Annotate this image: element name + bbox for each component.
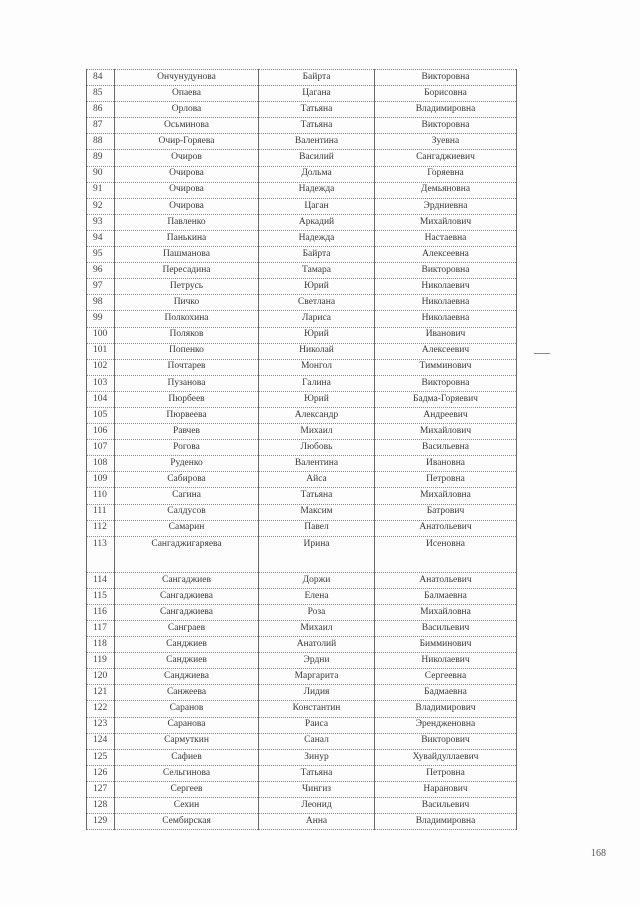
- patronymic-cell: Викторовна: [375, 375, 517, 391]
- row-number-cell: 108: [87, 456, 115, 472]
- surname-cell: Сельгинова: [115, 765, 259, 781]
- patronymic-cell: Михайловна: [375, 488, 517, 504]
- first-name-cell: Александр: [259, 407, 375, 423]
- row-number-cell: 128: [87, 798, 115, 814]
- table-row: [87, 456, 517, 472]
- row-number-cell: 101: [87, 343, 115, 359]
- patronymic-cell: Викторовна: [375, 70, 517, 86]
- patronymic-cell: Владимирович: [375, 701, 517, 717]
- row-number-cell: 100: [87, 327, 115, 343]
- patronymic-cell: Настаевна: [375, 230, 517, 246]
- patronymic-cell: Петровна: [375, 472, 517, 488]
- table-row: [87, 749, 517, 765]
- surname-cell: Пичко: [115, 295, 259, 311]
- surname-cell: Очир-Горяева: [115, 134, 259, 150]
- first-name-cell: Леонид: [259, 798, 375, 814]
- row-number-cell: 90: [87, 166, 115, 182]
- patronymic-cell: Михайловна: [375, 604, 517, 620]
- patronymic-cell: Наранович: [375, 781, 517, 797]
- patronymic-cell: Тимминович: [375, 359, 517, 375]
- first-name-cell: Эрдни: [259, 653, 375, 669]
- first-name-cell: Монгол: [259, 359, 375, 375]
- first-name-cell: Любовь: [259, 440, 375, 456]
- first-name-cell: Татьяна: [259, 118, 375, 134]
- row-number-cell: 112: [87, 520, 115, 536]
- row-number-cell: 118: [87, 637, 115, 653]
- surname-cell: Сармуткин: [115, 733, 259, 749]
- patronymic-cell: Батрович: [375, 504, 517, 520]
- first-name-cell: Доржи: [259, 572, 375, 588]
- first-name-cell: Василий: [259, 150, 375, 166]
- patronymic-cell: Алексеевич: [375, 343, 517, 359]
- row-number-cell: 119: [87, 653, 115, 669]
- first-name-cell: Санал: [259, 733, 375, 749]
- surname-cell: Панькина: [115, 230, 259, 246]
- table-row: [87, 520, 517, 536]
- patronymic-cell: Сергеевна: [375, 669, 517, 685]
- first-name-cell: Максим: [259, 504, 375, 520]
- surname-cell: Сембирская: [115, 814, 259, 830]
- row-number-cell: 113: [87, 536, 115, 572]
- row-number-cell: 116: [87, 604, 115, 620]
- surname-cell: Очирова: [115, 198, 259, 214]
- table-row: [87, 166, 517, 182]
- first-name-cell: Валентина: [259, 134, 375, 150]
- first-name-cell: Аркадий: [259, 214, 375, 230]
- surname-cell: Сергеев: [115, 781, 259, 797]
- first-name-cell: Дольма: [259, 166, 375, 182]
- patronymic-cell: Эрдниевна: [375, 198, 517, 214]
- table-row: [87, 230, 517, 246]
- surname-cell: Санджиева: [115, 669, 259, 685]
- table-row: [87, 604, 517, 620]
- surname-cell: Рогова: [115, 440, 259, 456]
- patronymic-cell: Васильевна: [375, 440, 517, 456]
- patronymic-cell: Анатольевич: [375, 520, 517, 536]
- patronymic-cell: Ивановна: [375, 456, 517, 472]
- table-row: [87, 798, 517, 814]
- row-number-cell: 88: [87, 134, 115, 150]
- row-number-cell: 111: [87, 504, 115, 520]
- first-name-cell: Павел: [259, 520, 375, 536]
- table-row: [87, 588, 517, 604]
- row-number-cell: 125: [87, 749, 115, 765]
- row-number-cell: 105: [87, 407, 115, 423]
- first-name-cell: Татьяна: [259, 102, 375, 118]
- row-number-cell: 123: [87, 717, 115, 733]
- row-number-cell: 120: [87, 669, 115, 685]
- table-row: [87, 279, 517, 295]
- table-row: [87, 359, 517, 375]
- patronymic-cell: Бимминович: [375, 637, 517, 653]
- row-number-cell: 121: [87, 685, 115, 701]
- first-name-cell: Татьяна: [259, 488, 375, 504]
- table-row: [87, 70, 517, 86]
- patronymic-cell: Михайлович: [375, 424, 517, 440]
- surname-cell: Сехин: [115, 798, 259, 814]
- patronymic-cell: Михайлович: [375, 214, 517, 230]
- surname-cell: Полкохина: [115, 311, 259, 327]
- surname-cell: Пюрбеев: [115, 391, 259, 407]
- surname-cell: Салдусов: [115, 504, 259, 520]
- row-number-cell: 87: [87, 118, 115, 134]
- row-number-cell: 104: [87, 391, 115, 407]
- first-name-cell: Лидия: [259, 685, 375, 701]
- surname-cell: Пересадина: [115, 263, 259, 279]
- first-name-cell: Валентина: [259, 456, 375, 472]
- surname-cell: Пузанова: [115, 375, 259, 391]
- surname-cell: Сагина: [115, 488, 259, 504]
- patronymic-cell: Бадмаевна: [375, 685, 517, 701]
- personnel-table-body: [87, 70, 517, 830]
- row-number-cell: 107: [87, 440, 115, 456]
- first-name-cell: Татьяна: [259, 765, 375, 781]
- table-row: [87, 263, 517, 279]
- table-row: [87, 504, 517, 520]
- first-name-cell: Раиса: [259, 717, 375, 733]
- patronymic-cell: Хувайдуллаевич: [375, 749, 517, 765]
- surname-cell: Саранова: [115, 717, 259, 733]
- first-name-cell: Ирина: [259, 536, 375, 572]
- surname-cell: Сафиев: [115, 749, 259, 765]
- table-row: [87, 343, 517, 359]
- table-row: [87, 214, 517, 230]
- first-name-cell: Анатолий: [259, 637, 375, 653]
- patronymic-cell: Горяевна: [375, 166, 517, 182]
- row-number-cell: 117: [87, 621, 115, 637]
- surname-cell: Санджиев: [115, 653, 259, 669]
- surname-cell: Санджиев: [115, 637, 259, 653]
- patronymic-cell: Демьяновна: [375, 182, 517, 198]
- row-number-cell: 99: [87, 311, 115, 327]
- patronymic-cell: Иванович: [375, 327, 517, 343]
- surname-cell: Руденко: [115, 456, 259, 472]
- row-number-cell: 126: [87, 765, 115, 781]
- surname-cell: Очиров: [115, 150, 259, 166]
- table-row: [87, 327, 517, 343]
- table-row: [87, 391, 517, 407]
- surname-cell: Опаева: [115, 86, 259, 102]
- row-number-cell: 84: [87, 70, 115, 86]
- surname-cell: Сангаджиева: [115, 588, 259, 604]
- surname-cell: Поляков: [115, 327, 259, 343]
- patronymic-cell: Владимировна: [375, 102, 517, 118]
- table-row: [87, 669, 517, 685]
- surname-cell: Павленко: [115, 214, 259, 230]
- row-number-cell: 96: [87, 263, 115, 279]
- patronymic-cell: Борисовна: [375, 86, 517, 102]
- row-number-cell: 98: [87, 295, 115, 311]
- surname-cell: Пашманова: [115, 247, 259, 263]
- patronymic-cell: Эрендженовна: [375, 717, 517, 733]
- surname-cell: Орлова: [115, 102, 259, 118]
- row-number-cell: 114: [87, 572, 115, 588]
- table-row: [87, 150, 517, 166]
- row-number-cell: 106: [87, 424, 115, 440]
- surname-cell: Почтарев: [115, 359, 259, 375]
- table-row: [87, 134, 517, 150]
- row-number-cell: 124: [87, 733, 115, 749]
- first-name-cell: Цаган: [259, 198, 375, 214]
- first-name-cell: Зинур: [259, 749, 375, 765]
- patronymic-cell: Викторович: [375, 733, 517, 749]
- row-number-cell: 129: [87, 814, 115, 830]
- first-name-cell: Михаил: [259, 424, 375, 440]
- table-row: [87, 247, 517, 263]
- first-name-cell: Айса: [259, 472, 375, 488]
- table-row: [87, 407, 517, 423]
- personnel-table: [86, 69, 517, 830]
- first-name-cell: Юрий: [259, 279, 375, 295]
- row-number-cell: 91: [87, 182, 115, 198]
- first-name-cell: Галина: [259, 375, 375, 391]
- table-row: [87, 424, 517, 440]
- table-row: [87, 621, 517, 637]
- patronymic-cell: Алексеевна: [375, 247, 517, 263]
- first-name-cell: Тамара: [259, 263, 375, 279]
- surname-cell: Петрусь: [115, 279, 259, 295]
- table-row: [87, 572, 517, 588]
- table-row: [87, 86, 517, 102]
- table-row: [87, 717, 517, 733]
- row-number-cell: 86: [87, 102, 115, 118]
- row-number-cell: 115: [87, 588, 115, 604]
- first-name-cell: Цагана: [259, 86, 375, 102]
- row-number-cell: 97: [87, 279, 115, 295]
- page-number: 168: [591, 848, 606, 859]
- stray-pen-mark: [534, 353, 550, 354]
- first-name-cell: Николай: [259, 343, 375, 359]
- surname-cell: Сангаджиев: [115, 572, 259, 588]
- surname-cell: Пюрвеева: [115, 407, 259, 423]
- first-name-cell: Анна: [259, 814, 375, 830]
- table-row: [87, 765, 517, 781]
- table-row: [87, 536, 517, 572]
- patronymic-cell: Исеновна: [375, 536, 517, 572]
- table-row: [87, 701, 517, 717]
- surname-cell: Саранов: [115, 701, 259, 717]
- first-name-cell: Надежда: [259, 182, 375, 198]
- patronymic-cell: Николаевна: [375, 295, 517, 311]
- row-number-cell: 109: [87, 472, 115, 488]
- table-row: [87, 488, 517, 504]
- patronymic-cell: Владимировна: [375, 814, 517, 830]
- patronymic-cell: Викторовна: [375, 118, 517, 134]
- surname-cell: Осьминова: [115, 118, 259, 134]
- first-name-cell: Маргарита: [259, 669, 375, 685]
- first-name-cell: Юрий: [259, 391, 375, 407]
- table-row: [87, 311, 517, 327]
- table-row: [87, 102, 517, 118]
- table-row: [87, 118, 517, 134]
- first-name-cell: Байрта: [259, 247, 375, 263]
- first-name-cell: Михаил: [259, 621, 375, 637]
- surname-cell: Очирова: [115, 182, 259, 198]
- table-row: [87, 198, 517, 214]
- patronymic-cell: Сангаджиевич: [375, 150, 517, 166]
- surname-cell: Санжеева: [115, 685, 259, 701]
- patronymic-cell: Васильевич: [375, 798, 517, 814]
- first-name-cell: Константин: [259, 701, 375, 717]
- table-row: [87, 472, 517, 488]
- table-row: [87, 685, 517, 701]
- surname-cell: Очирова: [115, 166, 259, 182]
- surname-cell: Ончунудунова: [115, 70, 259, 86]
- row-number-cell: 95: [87, 247, 115, 263]
- first-name-cell: Байрта: [259, 70, 375, 86]
- surname-cell: Сангаджигаряева: [115, 536, 259, 572]
- table-row: [87, 637, 517, 653]
- patronymic-cell: Анатольевич: [375, 572, 517, 588]
- surname-cell: Самарин: [115, 520, 259, 536]
- first-name-cell: Юрий: [259, 327, 375, 343]
- table-row: [87, 781, 517, 797]
- first-name-cell: Надежда: [259, 230, 375, 246]
- patronymic-cell: Андреевич: [375, 407, 517, 423]
- patronymic-cell: Балмаевна: [375, 588, 517, 604]
- table-row: [87, 440, 517, 456]
- table-row: [87, 182, 517, 198]
- table-row: [87, 375, 517, 391]
- first-name-cell: Светлана: [259, 295, 375, 311]
- patronymic-cell: Петровна: [375, 765, 517, 781]
- patronymic-cell: Николаевич: [375, 653, 517, 669]
- patronymic-cell: Николаевна: [375, 311, 517, 327]
- row-number-cell: 102: [87, 359, 115, 375]
- row-number-cell: 127: [87, 781, 115, 797]
- patronymic-cell: Зуевна: [375, 134, 517, 150]
- row-number-cell: 89: [87, 150, 115, 166]
- table-row: [87, 653, 517, 669]
- row-number-cell: 94: [87, 230, 115, 246]
- surname-cell: Попенко: [115, 343, 259, 359]
- first-name-cell: Елена: [259, 588, 375, 604]
- row-number-cell: 92: [87, 198, 115, 214]
- table-row: [87, 733, 517, 749]
- first-name-cell: Лариса: [259, 311, 375, 327]
- patronymic-cell: Васильевич: [375, 621, 517, 637]
- first-name-cell: Чингиз: [259, 781, 375, 797]
- surname-cell: Равчев: [115, 424, 259, 440]
- row-number-cell: 85: [87, 86, 115, 102]
- patronymic-cell: Бадма-Горяевич: [375, 391, 517, 407]
- row-number-cell: 103: [87, 375, 115, 391]
- row-number-cell: 93: [87, 214, 115, 230]
- surname-cell: Сабирова: [115, 472, 259, 488]
- table-row: [87, 814, 517, 830]
- patronymic-cell: Николаевич: [375, 279, 517, 295]
- row-number-cell: 110: [87, 488, 115, 504]
- first-name-cell: Роза: [259, 604, 375, 620]
- surname-cell: Санграев: [115, 621, 259, 637]
- table-row: [87, 295, 517, 311]
- patronymic-cell: Викторовна: [375, 263, 517, 279]
- row-number-cell: 122: [87, 701, 115, 717]
- surname-cell: Сангаджиева: [115, 604, 259, 620]
